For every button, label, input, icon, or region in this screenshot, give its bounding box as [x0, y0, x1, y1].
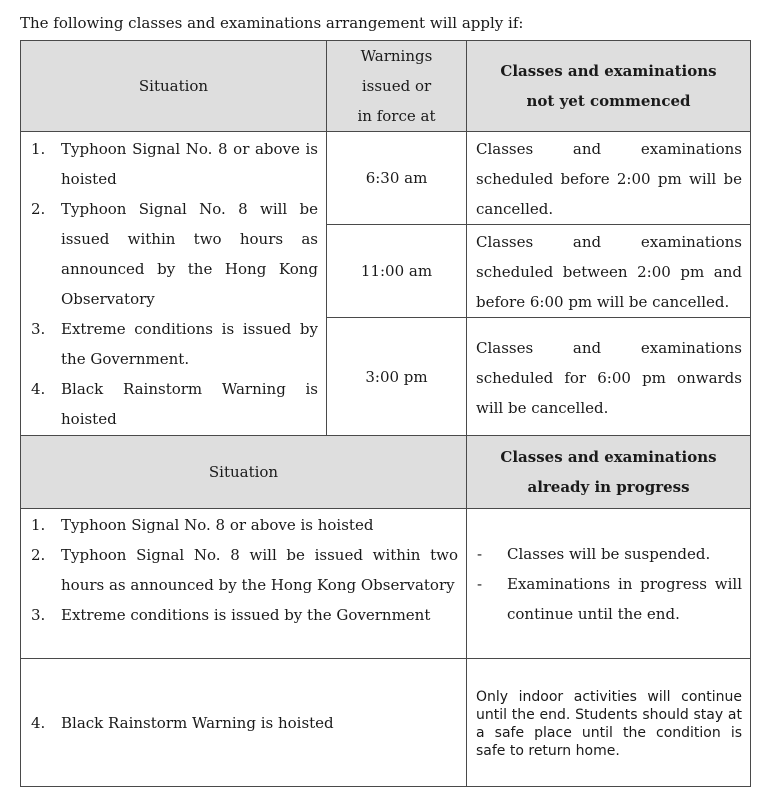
header-not-commenced-line1: Classes and examinations: [500, 62, 717, 80]
situation-a-item-3: 3. Extreme conditions is issued by the Government.: [31, 320, 318, 368]
in-progress-effect-item-2: - Examinations in progress will continue until the end.: [477, 574, 742, 623]
black-rain-situation-cell: [21, 659, 467, 787]
header-not-commenced-line2: not yet commenced: [526, 92, 691, 110]
situations-b-cell: [21, 509, 467, 659]
situation-b-item-1: 1. Typhoon Signal No. 8 or above is hoisted: [31, 516, 374, 534]
effect-cell-3: Classes and examinations scheduled for 6:00 pm onwards will be cancelled.: [467, 318, 751, 436]
situation-b-item-3: 3. Extreme conditions is issued by the Government: [31, 606, 431, 624]
header-row-in-progress: [21, 436, 751, 509]
situations-a-cell: [21, 132, 327, 436]
situation-b-item-2: 2. Typhoon Signal No. 8 will be issued within two hours as announced by the Hong Kong Observatory: [31, 546, 458, 594]
header-in-progress: [467, 436, 751, 509]
header-situation: [21, 41, 327, 132]
header-warnings-line2: issued or: [361, 77, 432, 95]
black-rain-effect-cell: [467, 659, 751, 787]
situation-a-item-2: 2. Typhoon Signal No. 8 will be issued within two hours as announced by the Hong Kong Observatory: [31, 200, 318, 308]
black-rain-situation: 4. Black Rainstorm Warning is hoisted: [31, 713, 334, 732]
time-cell-1: 6:30 am: [327, 132, 467, 225]
header-row-not-commenced: [21, 41, 751, 132]
header-in-progress-line2: already in progress: [527, 478, 690, 496]
arrangement-table: [20, 40, 751, 787]
black-rain-row: [21, 659, 751, 787]
header2-situation: [21, 436, 467, 509]
header-warnings-line3: in force at: [357, 107, 436, 125]
time-cell-2: 11:00 am: [327, 225, 467, 318]
header-situation-label: Situation: [138, 77, 209, 95]
situation-a-item-4: 4. Black Rainstorm Warning is hoisted: [31, 380, 318, 428]
in-progress-effect-list: [467, 539, 750, 629]
effect-cell-2: Classes and examinations scheduled between 2:00 pm and before 6:00 pm will be cancelled.: [467, 225, 751, 318]
header-warnings: [327, 41, 467, 132]
header-in-progress-line1: Classes and examinations: [500, 448, 717, 466]
black-rain-effect: Only indoor activities will continue until the end. Students should stay at a safe place until the condition is safe to return home.: [476, 688, 742, 759]
situations-b-list: [21, 510, 466, 630]
time-cell-3: 3:00 pm: [327, 318, 467, 436]
header-not-commenced: [467, 41, 751, 132]
situations-a-list: [21, 134, 326, 434]
time-row-1: [21, 132, 751, 225]
header2-situation-label: Situation: [208, 463, 279, 481]
situation-a-item-1: 1. Typhoon Signal No. 8 or above is hoisted: [31, 140, 318, 188]
effect-cell-1: Classes and examinations scheduled before 2:00 pm will be cancelled.: [467, 132, 751, 225]
intro-text: The following classes and examinations arrangement will apply if:: [20, 14, 524, 32]
header-warnings-line1: Warnings: [360, 47, 433, 65]
in-progress-effect-cell: [467, 509, 751, 659]
in-progress-effect-item-1: - Classes will be suspended.: [477, 544, 711, 563]
in-progress-row: [21, 509, 751, 659]
